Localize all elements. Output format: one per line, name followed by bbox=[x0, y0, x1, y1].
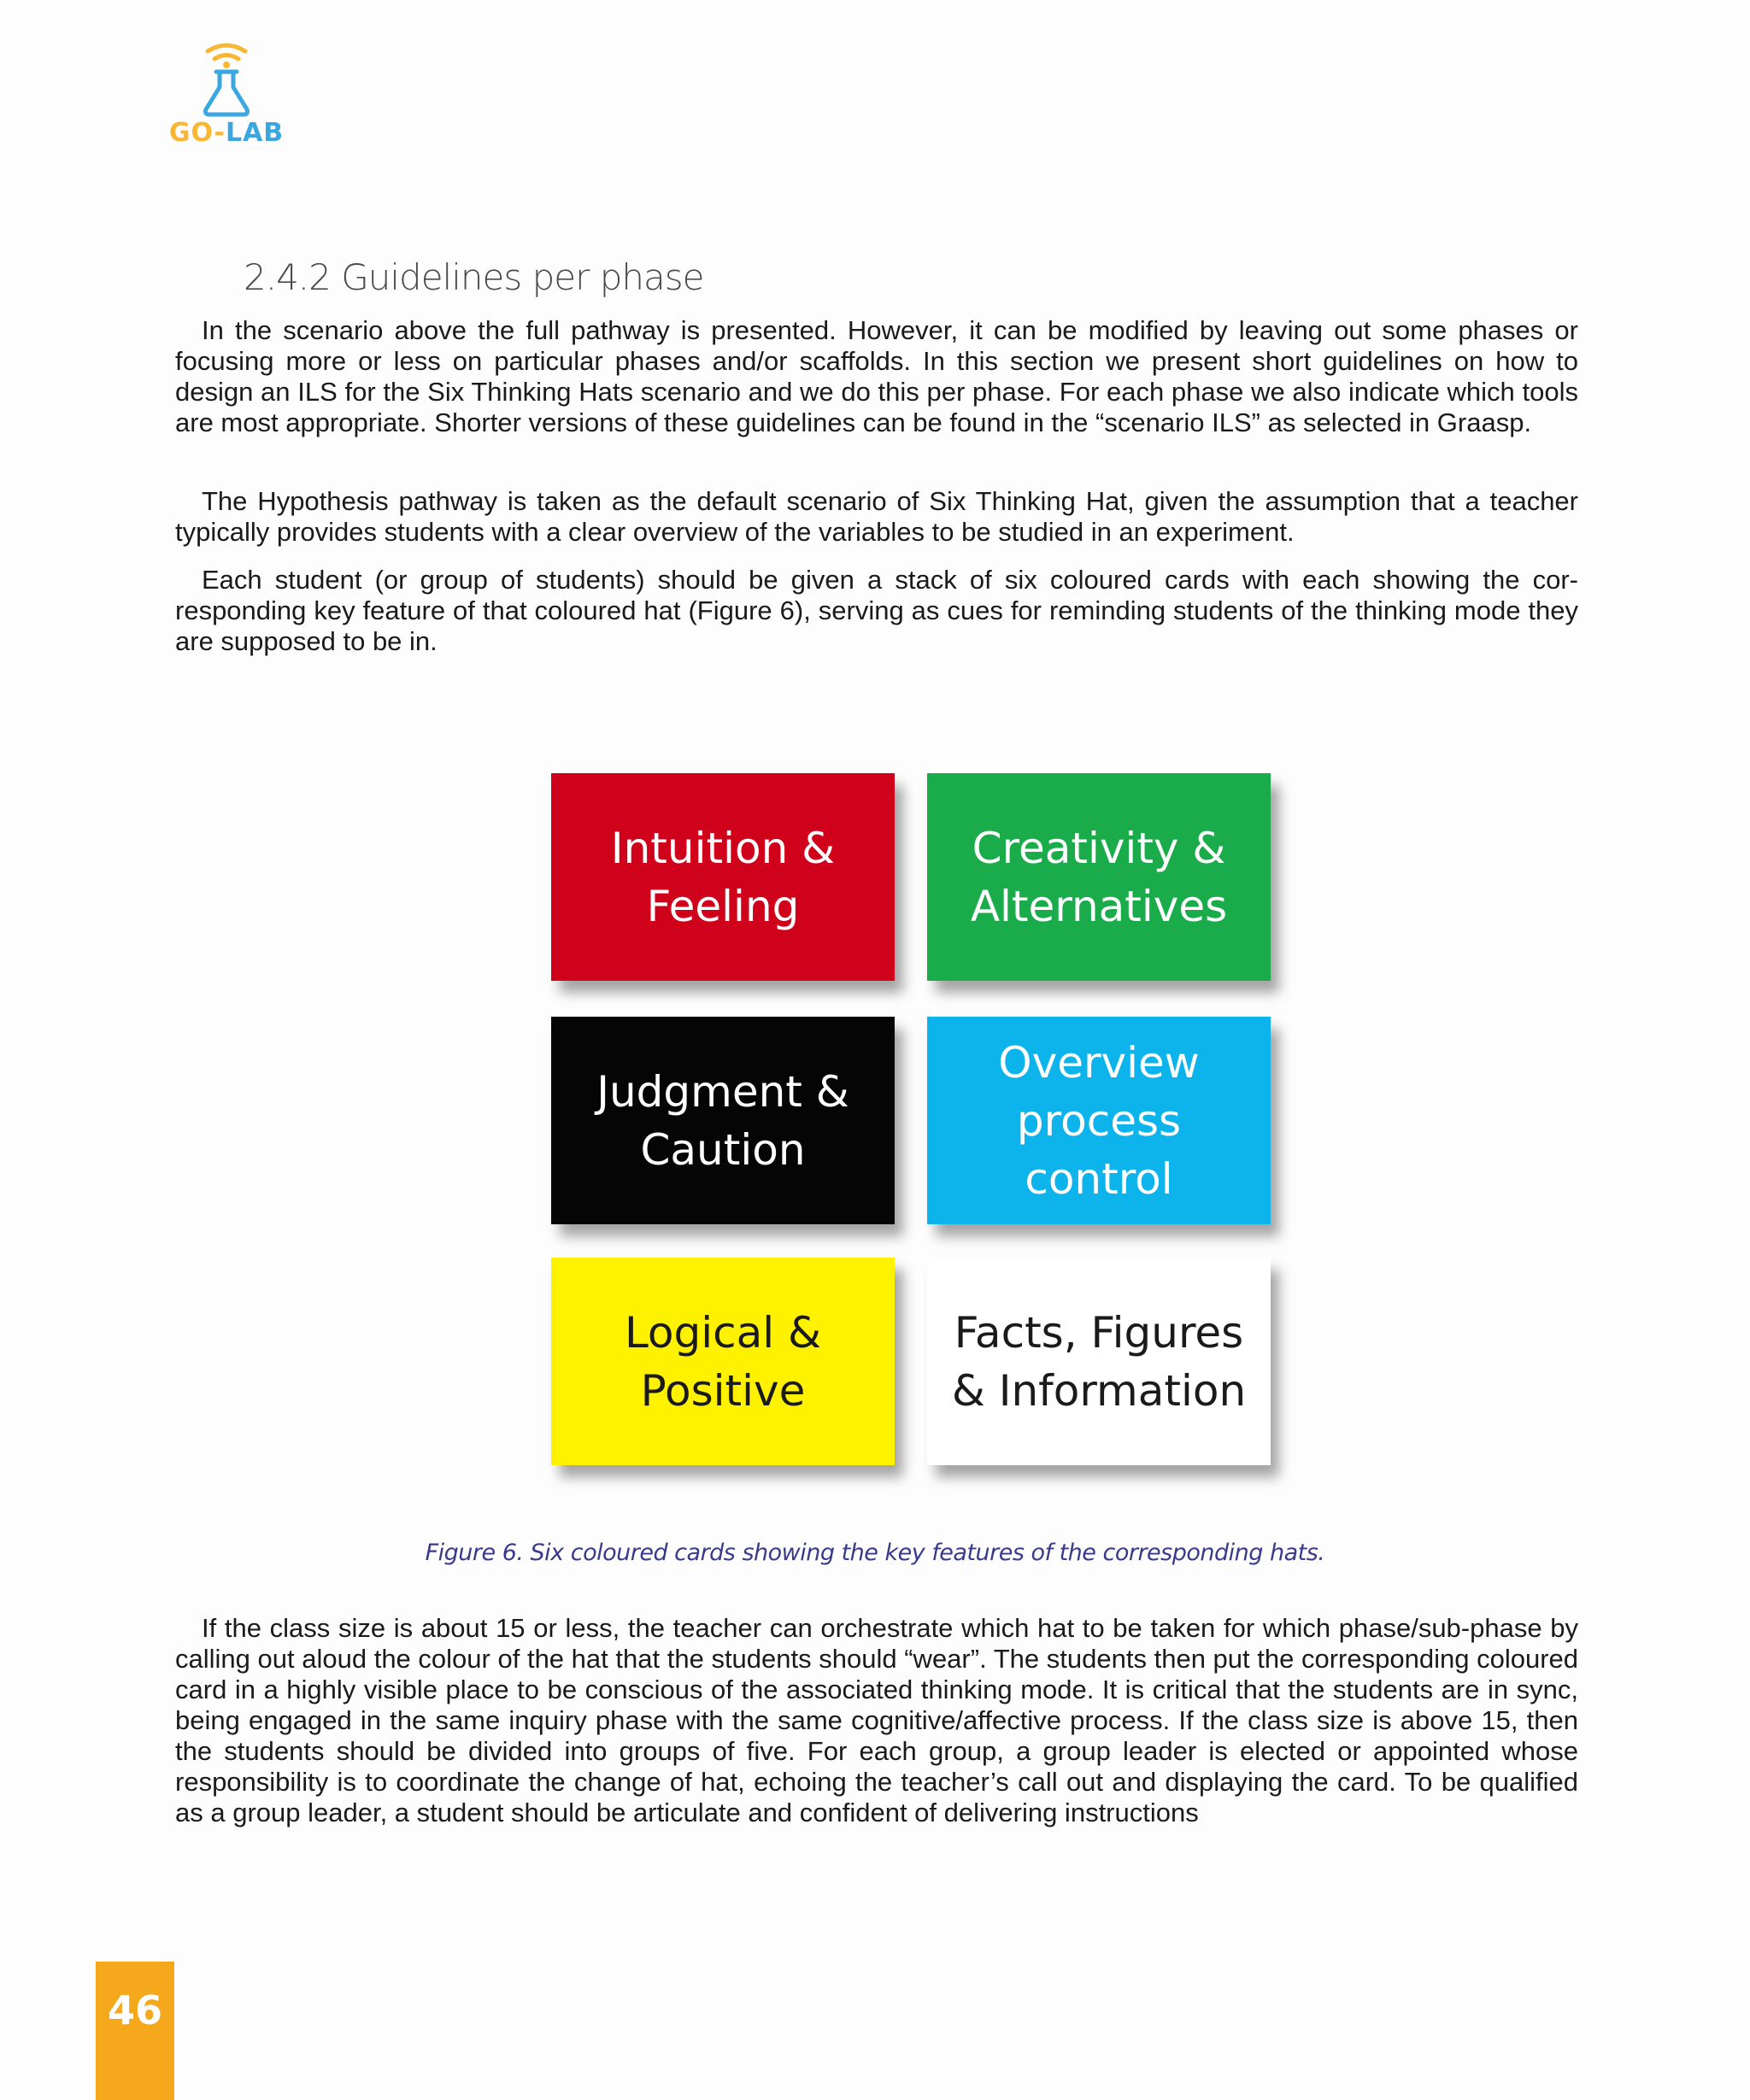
card-black bbox=[551, 1017, 895, 1224]
logo-text-go: GO- bbox=[168, 118, 226, 148]
logo-text-lab: LAB bbox=[225, 118, 285, 148]
flask-icon bbox=[158, 34, 295, 120]
figure-caption: Figure 6. Six coloured cards showing the key features of the corresponding hats. bbox=[425, 1540, 1325, 1566]
six-hats-figure bbox=[547, 773, 1299, 1499]
card-green-label: Creativity & Alternatives bbox=[970, 823, 1228, 931]
go-lab-logo bbox=[158, 34, 295, 154]
logo-text bbox=[158, 118, 295, 148]
card-yellow-label: Logical & Positive bbox=[624, 1307, 822, 1416]
card-green bbox=[927, 773, 1271, 981]
card-red bbox=[551, 773, 895, 981]
page-number: 46 bbox=[107, 1987, 162, 2033]
card-white-label: Facts, Figures & Information bbox=[951, 1307, 1247, 1416]
paragraph-3: Each student (or group of students) should be given a stack of six coloured cards with each showing the corresponding key feature of that coloured hat (Figure 6), serving as cues for reminding students of the thinking mode they are supposed to be in. bbox=[175, 565, 1578, 656]
paragraph-1: In the scenario above the full pathway is presented. However, it can be modified by leaving out some phases or focusing more or less on particular phases and/or scaffolds. In this section we present short guidelines on how to design an ILS for the Six Thinking Hats scenario and we do this per phase. For each phase we also indicate which tools are most appropriate. Shorter versions of these guidelines can be found in the “scenario ILS” as selected in Graasp. bbox=[175, 315, 1578, 437]
paragraph-2: The Hypothesis pathway is taken as the default scenario of Six Thinking Hat, given the assumption that a teacher typically provides students with a clear overview of the variables to be studied in an experiment. bbox=[175, 486, 1578, 547]
card-white bbox=[927, 1258, 1271, 1465]
section-title: 2.4.2 Guidelines per phase bbox=[244, 256, 704, 298]
card-red-label: Intuition & Feeling bbox=[610, 823, 836, 931]
card-yellow bbox=[551, 1258, 895, 1465]
card-black-label: Judgment & Caution bbox=[596, 1066, 849, 1175]
card-blue bbox=[927, 1017, 1271, 1224]
page-number-tab bbox=[96, 1962, 174, 2100]
card-blue-label: Overview process control bbox=[998, 1037, 1200, 1204]
paragraph-4: If the class size is about 15 or less, the teacher can orchestrate which hat to be taken for which phase/sub-phase by calling out aloud the colour of the hat that the students should “wear”. The students then put the corresponding coloured card in a highly visible place to be conscious of the associated thinking mode. It is critical that the students are in sync, being engaged in the same inquiry phase with the same cognitive/affective process. If the class size is above 15, then the students should be divided into groups of five. For each group, a group leader is elected or appointed whose responsibility is to coordinate the change of hat, echoing the teacher’s call out and displaying the card. To be qualified as a group leader, a student should be articulate and confident of delivering instructions bbox=[175, 1613, 1578, 1827]
